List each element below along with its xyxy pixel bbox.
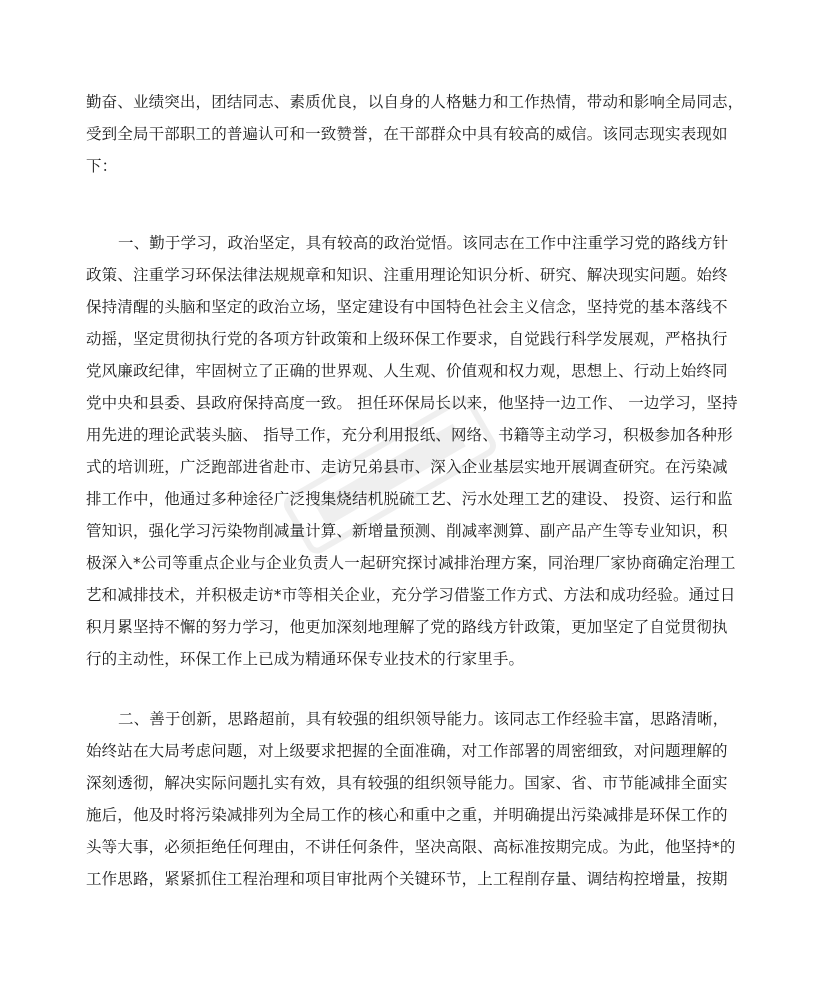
intro-line-3: 下： [86,157,118,175]
section-1-line-8: 式的培训班，广泛跑部进省赴市、走访兄弟县市、深入企业基层实地开展调查研究。在污染减 [86,458,728,476]
section-1-line-10: 管知识，强化学习污染物削减量计算、新增量预测、削减率测算、副产品产生等专业知识，积 [86,522,728,540]
intro-line-1: 勤奋、业绩突出，团结同志、素质优良，以自身的人格魅力和工作热情，带动和影响全局同志， [86,93,744,111]
intro-line-2: 受到全局干部职工的普遍认可和一致赞誉，在干部群众中具有较高的威信。该同志现实表现如 [86,125,728,143]
section-2-line-4: 施后，他及时将污染减排列为全局工作的核心和重中之重，并明确提出污染减排是环保工作的 [86,806,728,824]
section-1-line-5: 党风廉政纪律，牢固树立了正确的世界观、人生观、价值观和权力观，思想上、行动上始终同 [86,362,728,380]
section-1-line-2: 政策、注重学习环保法律法规规章和知识、注重用理论知识分析、研究、解决现实问题。始终 [86,266,728,284]
section-2-line-1: 二、善于创新，思路超前，具有较强的组织领导能力。该同志工作经验丰富，思路清晰， [118,710,729,728]
section-1-line-6: 党中央和县委、县政府保持高度一致。 担任环保局长以来，他坚持一边工作、 一边学习，坚持 [86,394,738,412]
section-2-line-3: 深刻透彻，解决实际问题扎实有效，具有较强的组织领导能力。国家、省、市节能减排全面实 [86,774,728,792]
section-2-line-5: 头等大事，必须拒绝任何理由，不讲任何条件，坚决高限、高标准按期完成。为此，他坚持*的 [86,838,736,856]
section-1-line-4: 动摇，坚定贯彻执行党的各项方针政策和上级环保工作要求，自觉践行科学发展观，严格执行 [86,330,728,348]
section-1-line-9: 排工作中，他通过多种途径广泛搜集烧结机脱硫工艺、污水处理工艺的建设、 投资、运行和监 [86,490,733,508]
section-1-line-14: 行的主动性，环保工作上已成为精通环保专业技术的行家里手。 [86,650,525,668]
section-2-line-2: 始终站在大局考虑问题，对上级要求把握的全面准确，对工作部署的周密细致，对问题理解的 [86,742,728,760]
section-1-line-1: 一、勤于学习，政治坚定，具有较高的政治觉悟。该同志在工作中注重学习党的路线方针 [118,234,729,252]
section-2-line-6: 工作思路，紧紧抓住工程治理和项目审批两个关键环节，上工程削存量、调结构控增量，按期 [86,870,728,888]
section-1-line-12: 艺和减排技术，并积极走访*市等相关企业，充分学习借鉴工作方式、方法和成功经验。通过日 [86,586,736,604]
section-1-line-13: 积月累坚持不懈的努力学习，他更加深刻地理解了党的路线方针政策，更加坚定了自觉贯彻执 [86,618,728,636]
section-1-line-3: 保持清醒的头脑和坚定的政治立场，坚定建设有中国特色社会主义信念，坚持党的基本落线不 [86,298,728,316]
section-1-line-7: 用先进的理论武装头脑、 指导工作，充分利用报纸、网络、书籍等主动学习，积极参加各种形 [86,426,733,444]
section-1-line-11: 极深入*公司等重点企业与企业负责人一起研究探讨减排治理方案，同治理厂家协商确定治理工 [86,554,736,572]
